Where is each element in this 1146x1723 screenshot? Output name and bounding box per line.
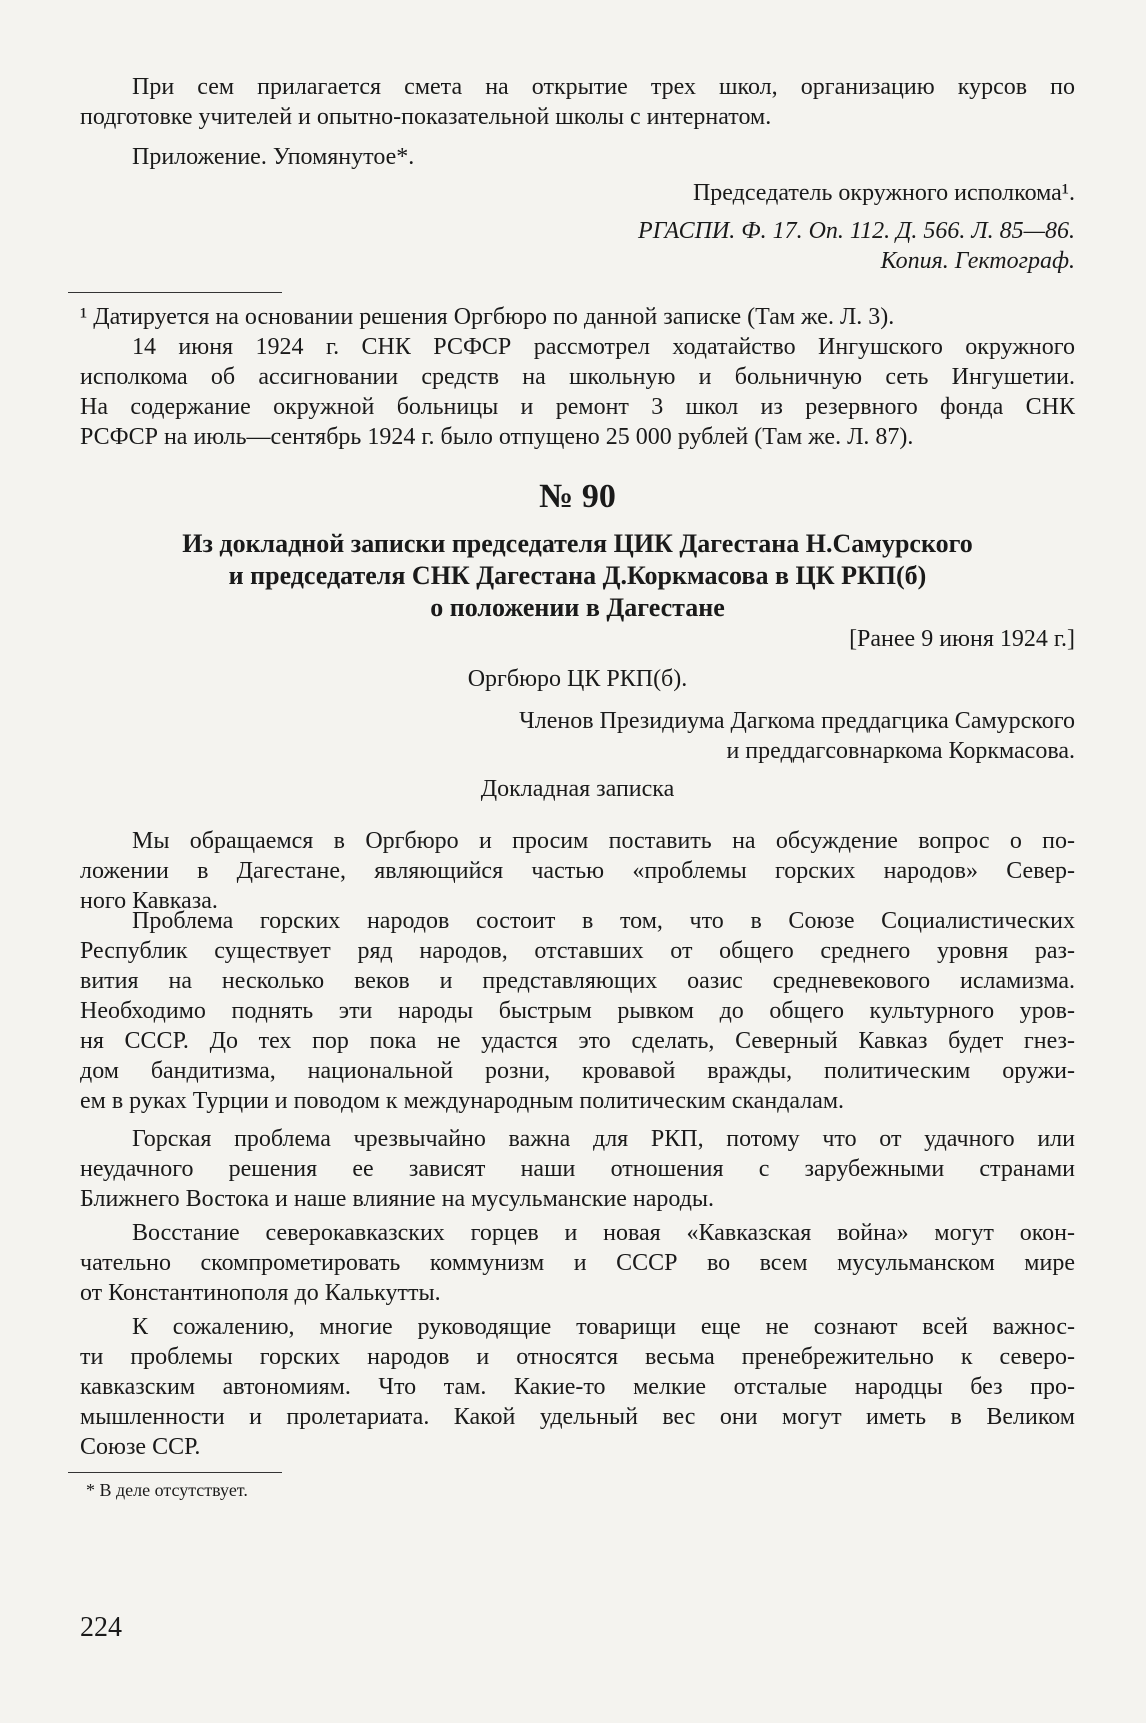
text-line: При сем прилагается смета на открытие трех школ, организацию курсов по <box>132 74 1075 100</box>
copy-note: Копия. Гектограф. <box>880 248 1075 274</box>
document-number: № 90 <box>539 478 616 515</box>
page-number: 224 <box>80 1612 122 1643</box>
memo-title: Докладная записка <box>480 776 675 802</box>
addressee: Оргбюро ЦК РКП(б). <box>467 666 688 692</box>
text-line: подготовке учителей и опытно-показательной школы с интернатом. <box>80 104 772 130</box>
sender: Членов Президиума Дагкома преддагцика Самурского и преддагсовнаркома Коркмасова. <box>519 708 1075 764</box>
paragraph-5: К сожалению, многие руководящие товарищи еще не сознают всей важнос- ти проблемы горских народов и относятся весьма пренебрежительно к северо- кавказским автономиям. Что там. Какие-то мелкие отсталые народцы без про- мышленности и пролетариата. Какой удельный вес они могут иметь в Великом Союзе ССР. <box>80 1314 1075 1460</box>
intro-paragraph <box>80 72 1075 132</box>
footnote-divider <box>68 1472 282 1473</box>
footnote-divider <box>68 292 282 293</box>
paragraph-2: Проблема горских народов состоит в том, что в Союзе Социалистических Республик существует ряд народов, отставших от общего среднего уровня раз- вития на несколько веков и представляющих оазис средневекового исламизма. Необходимо поднять эти народы быстрым рывком до общего культурного уров- ня СССР. До тех пор пока не удастся это сделать, Северный Кавказ будет гнез- дом бандитизма, национальной розни, кровавой вражды, политическим оружи- ем в руках Турции и поводом к международным политическим скандалам. <box>80 908 1075 1114</box>
appendix-note: Приложение. Упомянутое*. <box>132 144 415 170</box>
footnote-star: * В деле отсутствует. <box>86 1480 248 1500</box>
footnote-1: ¹ Датируется на основании решения Оргбюро по данной записке (Там же. Л. 3). 14 июня 1924 г. СНК РСФСР рассмотрел ходатайство Ингушского окружного исполкома об ассигновании средств на школьную и больничную сеть Ингушетии. На содержание окружной больницы и ремонт 3 школ из резервного фонда СНК РСФСР на июль—сентябрь 1924 г. было отпущено 25 000 рублей (Там же. Л. 87). <box>80 304 1075 450</box>
document-date: [Ранее 9 июня 1924 г.] <box>849 626 1075 652</box>
signature: Председатель окружного исполкома¹. <box>692 180 1075 206</box>
document-title: Из докладной записки председателя ЦИК Дагестана Н.Самурского и председателя СНК Дагестана Д.Коркмасова в ЦК РКП(б) о положении в Дагестане <box>182 529 973 622</box>
paragraph-3: Горская проблема чрезвычайно важна для РКП, потому что от удачного или неудачного решения ее зависят наши отношения с зарубежными странами Ближнего Востока и наше влияние на мусульманские народы. <box>80 1126 1075 1212</box>
paragraph-4: Восстание северокавказских горцев и новая «Кавказская война» могут окон- чательно скомпрометировать коммунизм и СССР во всем мусульманском мире от Константинополя до Калькутты. <box>80 1220 1075 1306</box>
paragraph-1: Мы обращаемся в Оргбюро и просим поставить на обсуждение вопрос о по- ложении в Дагестане, являющийся частью «проблемы горских народов» Север- ного Кавказа. <box>80 828 1075 914</box>
archive-reference: РГАСПИ. Ф. 17. Оп. 112. Д. 566. Л. 85—86. <box>638 218 1075 244</box>
